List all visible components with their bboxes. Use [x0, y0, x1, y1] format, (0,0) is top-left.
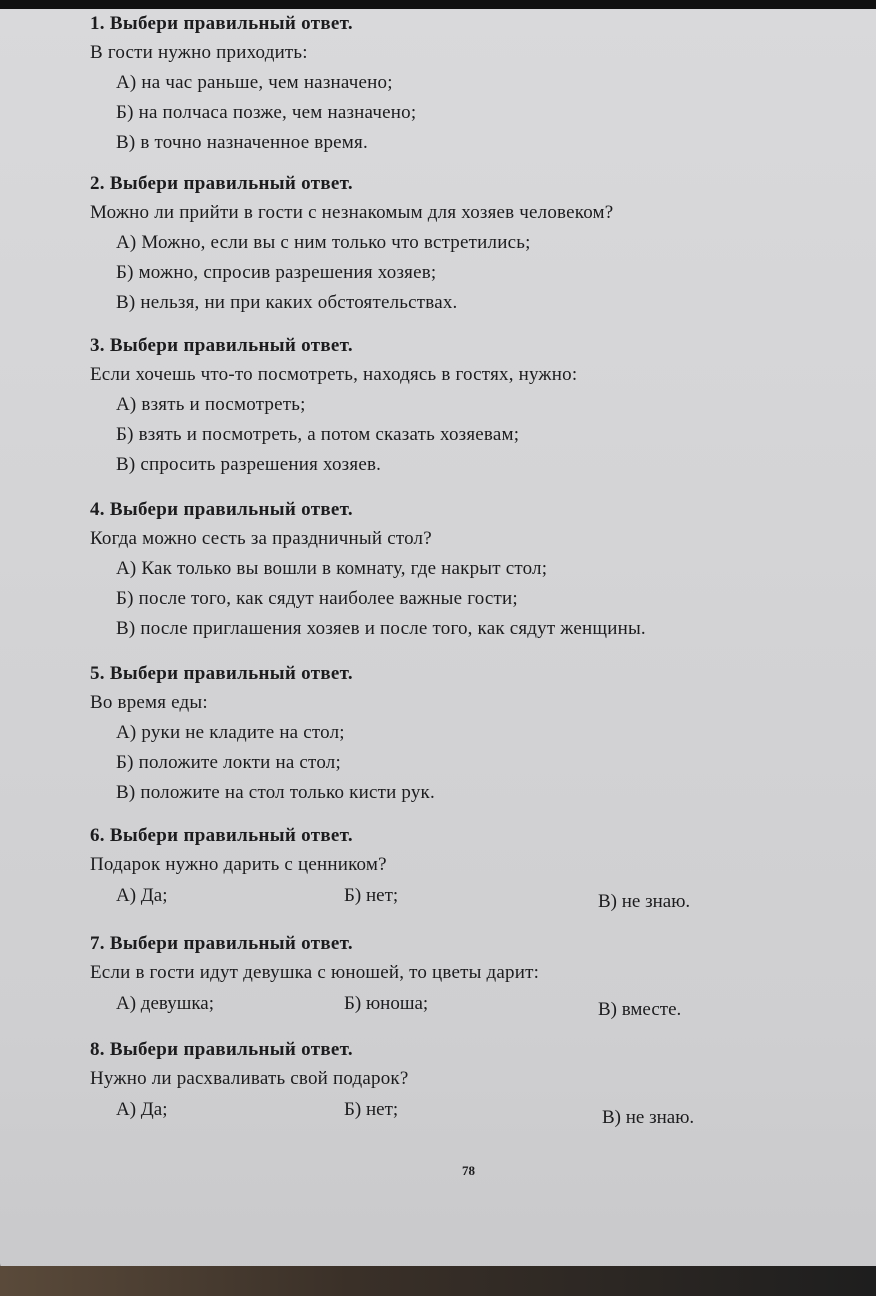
question-text: Можно ли прийти в гости с незнакомым для хозяев человеком?: [90, 202, 614, 223]
option-c: В) после приглашения хозяев и после того, как сядут женщины.: [116, 618, 646, 639]
question-text: Подарок нужно дарить с ценником?: [90, 854, 387, 875]
option-b: Б) на полчаса позже, чем назначено;: [116, 102, 417, 123]
option-c: В) вместе.: [598, 999, 682, 1020]
question-4: [90, 498, 646, 641]
question-text: Во время еды:: [90, 692, 208, 713]
question-heading: 1. Выбери правильный ответ.: [90, 13, 353, 34]
question-heading: 3. Выбери правильный ответ.: [90, 335, 353, 356]
question-heading: 8. Выбери правильный ответ.: [90, 1039, 353, 1060]
question-text: Если хочешь что-то посмотреть, находясь в гостях, нужно:: [90, 364, 578, 385]
option-a: А) Как только вы вошли в комнату, где накрыт стол;: [116, 558, 548, 579]
question-text: Если в гости идут девушка с юношей, то цветы дарит:: [90, 962, 540, 983]
question-text: В гости нужно приходить:: [90, 42, 308, 63]
option-c: В) положите на стол только кисти рук.: [116, 782, 435, 803]
option-c: В) нельзя, ни при каких обстоятельствах.: [116, 292, 458, 313]
option-a: А) Да;: [116, 885, 168, 906]
question-heading: 5. Выбери правильный ответ.: [90, 663, 353, 684]
question-heading: 4. Выбери правильный ответ.: [90, 499, 353, 520]
option-a: А) Можно, если вы с ним только что встретились;: [116, 232, 531, 253]
question-5: [90, 662, 435, 805]
question-heading: 2. Выбери правильный ответ.: [90, 173, 353, 194]
option-b: Б) нет;: [344, 885, 399, 906]
option-a: А) руки не кладите на стол;: [116, 722, 345, 743]
question-6: [90, 824, 790, 911]
option-b: Б) взять и посмотреть, а потом сказать хозяевам;: [116, 424, 520, 445]
option-c: В) спросить разрешения хозяев.: [116, 454, 382, 475]
question-text: Нужно ли расхваливать свой подарок?: [90, 1068, 409, 1089]
option-c: В) в точно назначенное время.: [116, 132, 368, 153]
question-heading: 6. Выбери правильный ответ.: [90, 825, 353, 846]
question-2: [90, 172, 613, 315]
option-b: Б) юноша;: [344, 993, 429, 1014]
option-b: Б) положите локти на стол;: [116, 752, 341, 773]
question-7: [90, 932, 790, 1019]
question-3: [90, 334, 577, 477]
option-b: Б) нет;: [344, 1099, 399, 1120]
options-row: [90, 881, 790, 911]
options-row: [90, 1095, 790, 1128]
question-1: [90, 12, 416, 155]
question-8: [90, 1038, 790, 1128]
option-c: В) не знаю.: [598, 891, 691, 912]
option-a: А) взять и посмотреть;: [116, 394, 306, 415]
option-a: А) девушка;: [116, 993, 215, 1014]
option-a: А) Да;: [116, 1099, 168, 1120]
option-b: Б) после того, как сядут наиболее важные гости;: [116, 588, 518, 609]
option-b: Б) можно, спросив разрешения хозяев;: [116, 262, 437, 283]
option-a: А) на час раньше, чем назначено;: [116, 72, 393, 93]
question-heading: 7. Выбери правильный ответ.: [90, 933, 353, 954]
page-number: 78: [462, 1163, 475, 1178]
question-text: Когда можно сесть за праздничный стол?: [90, 528, 432, 549]
options-row: [90, 989, 790, 1019]
option-c: В) не знаю.: [602, 1107, 695, 1128]
